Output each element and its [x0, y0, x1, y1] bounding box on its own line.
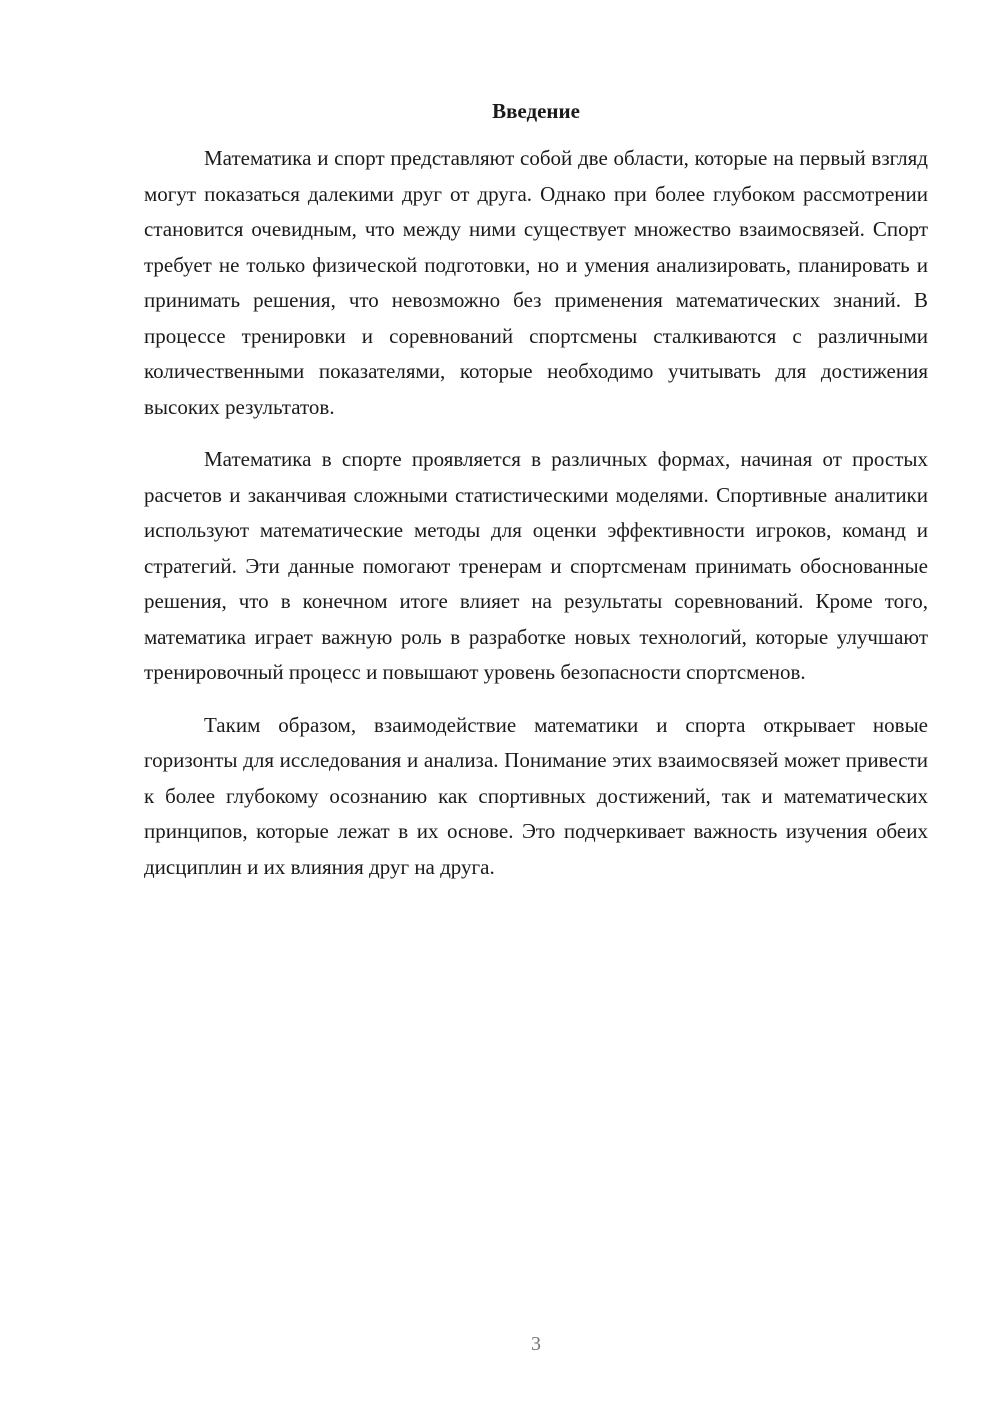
page-number: 3 — [531, 1333, 541, 1355]
paragraph-1: Математика и спорт представляют собой две области, которые на первый взгляд могут показаться далекими друг от друга. Однако при более глубоком рассмотрении становится очевидным, что между ними существует множество взаимосвязей. Спорт требует не только физической подготовки, но и умения анализировать, планировать и принимать решения, что невозможно без применения математических знаний. В процессе тренировки и соревнований спортсмены сталкиваются с различными количественными показателями, которые необходимо учитывать для достижения высоких результатов. — [144, 146, 928, 419]
section-heading: Введение — [492, 99, 580, 123]
body-text — [144, 141, 928, 902]
paragraph-2: Математика в спорте проявляется в различных формах, начиная от простых расчетов и заканчивая сложными статистическими моделями. Спортивные аналитики используют математические методы для оценки эффективности игроков, команд и стратегий. Эти данные помогают тренерам и спортсменам принимать обоснованные решения, что в конечном итоге влияет на результаты соревнований. Кроме того, математика играет важную роль в разработке новых технологий, которые улучшают тренировочный процесс и повышают уровень безопасности спортсменов. — [144, 447, 928, 684]
paragraph-3: Таким образом, взаимодействие математики и спорта открывает новые горизонты для исследования и анализа. Понимание этих взаимосвязей может привести к более глубокому осознанию как спортивных достижений, так и математических принципов, которые лежат в их основе. Это подчеркивает важность изучения обеих дисциплин и их влияния друг на друга. — [144, 712, 928, 879]
